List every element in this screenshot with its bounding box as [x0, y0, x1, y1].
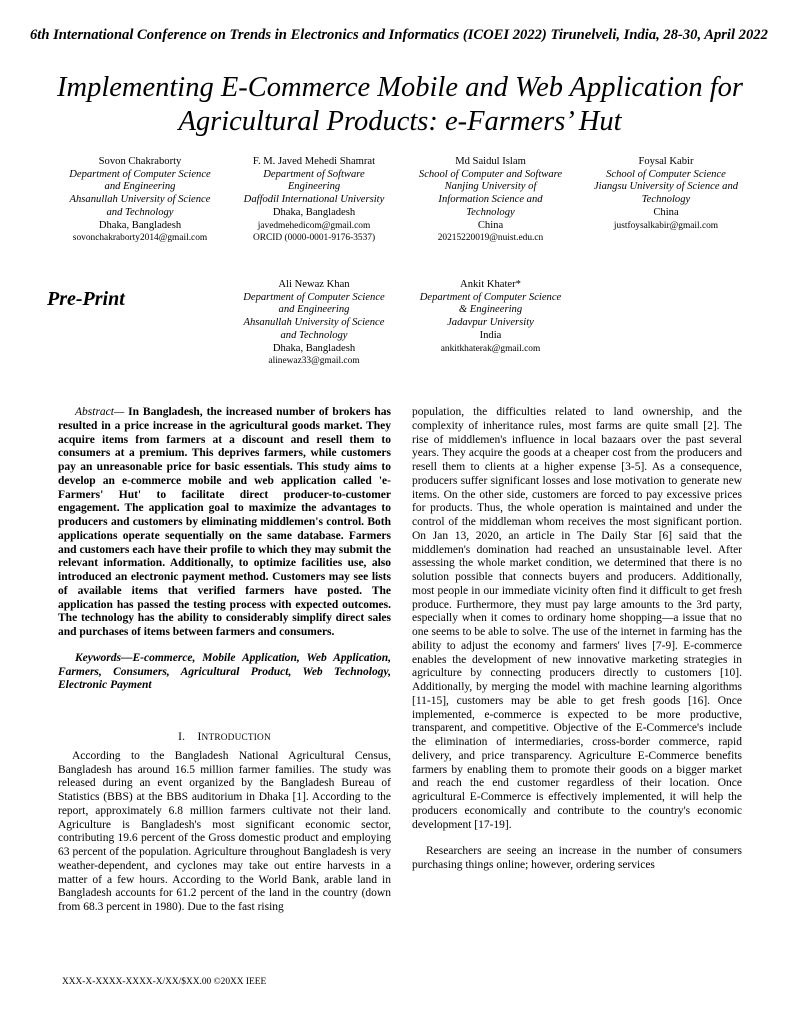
conference-header: 6th International Conference on Trends in Electronics and Informatics (ICOEI 2022) Tirunelveli, India, 28-30, April 2022	[30, 27, 768, 43]
author-block-6	[403, 279, 578, 355]
abstract-lead: Abstract—	[75, 406, 125, 418]
author-block-1	[55, 156, 225, 244]
author-name: Ali Newaz Khan	[278, 279, 350, 290]
author-name: Md Saidul Islam	[455, 156, 526, 167]
author-location: India	[479, 329, 502, 341]
abstract	[58, 406, 391, 640]
author-block-5	[229, 279, 399, 367]
author-affiliation: and Engineering	[104, 181, 176, 193]
author-affiliation: Ahsanullah University of Science	[69, 194, 211, 206]
author-location: Dhaka, Bangladesh	[272, 206, 356, 218]
body-paragraph: population, the difficulties related to land ownership, and the complexity of inheritance rules, most farms are quite small [2]. The rise of middlemen's influence in local bazaars over the past several years. They acquire the goods at a cheaper cost from the producers and resell them to clients at a higher expense [3-5]. As a consequence, producers suffer significant losses and lose motivation to generate new items. On the other side, customers are forced to pay excessive prices for products. Thus, the whole operation is maintained and under the control of the middleman whom receives the most significant portion. On Jan 13, 2020, an article in The Daily Star [6] said that the middlemen's domination had reached an unsustainable level. After assessing the whole market condition, we determined that there is no solution possible that connects buyers and producers. Additionally, most people in our immediate vicinity often find it difficult to get fresh produce. Furthermore, they must pay large amounts to the 3rd party, especially when it comes to ordinary home shopping—a issue that no one seems to be able to solve. The use of the internet in farming has the ability to adjust the economy and farmers' lives [7-9]. E-commerce enables the development of new innovative marketing strategies in agriculture by connecting producers directly to customers [10]. Additionally, by merging the model with machine learning algorithms [11-15], customers may be able to get fresh goods [16]. Once implemented, e-commerce is expected to be more productive, transparent, and competitive. Objective of the E-Commerce's include the elimination of intermediaries, cross-border commerce, rapid delivery, and price transparency. Agriculture E-Commerce benefits farmers by enabling them to promote their goods on a bigger market and reach the end customer regardless of their location. Once agricultural E-Commerce is effectively implemented, it will help the producers economically and contribute to the country's economic development [17-19].	[412, 406, 742, 831]
author-name: Sovon Chakraborty	[98, 156, 182, 167]
copyright-footer: XXX-X-XXXX-XXXX-X/XX/$XX.00 ©20XX IEEE	[62, 977, 267, 987]
left-column	[58, 406, 391, 915]
author-location: Dhaka, Bangladesh	[98, 219, 182, 231]
author-affiliation: Department of Computer Science	[419, 291, 562, 303]
author-email: ankitkhaterak@gmail.com	[440, 343, 541, 354]
author-affiliation: Ahsanullah University of Science	[243, 317, 385, 329]
author-block-4	[576, 156, 756, 232]
author-affiliation: & Engineering	[458, 304, 523, 316]
author-block-3	[403, 156, 578, 244]
author-affiliation: School of Computer Science	[606, 168, 726, 180]
preprint-label: Pre-Print	[47, 288, 125, 310]
keywords: Keywords—E-commerce, Mobile Application, Web Application, Farmers, Consumers, Agricultural Product, Web Technology, Electronic Payment	[58, 651, 391, 692]
author-affiliation: Department of Software	[263, 168, 365, 180]
author-location: Dhaka, Bangladesh	[272, 342, 356, 354]
author-affiliation: Daffodil International University	[243, 194, 385, 206]
author-affiliation: Technology	[466, 206, 515, 218]
author-affiliation: and Technology	[280, 329, 348, 341]
section-title-first: I	[197, 731, 202, 743]
author-email: 20215220019@nuist.edu.cn	[437, 233, 544, 244]
author-email: javedmehedicom@gmail.com	[257, 220, 371, 231]
abstract-text: In Bangladesh, the increased number of brokers has resulted in a price increase in the agricultural goods market. They acquire items from farmers at a discount and resell them to consumers at a premium. This deprives farmers, while customers pay an unreasonable price for basic essentials. This study aims to develop an e-commerce mobile and web application called 'e-Farmers' Hut' to facilitate direct producer-to-customer engagement. The application goal to maximize the advantages to producers and customers by eliminating middlemen's control. Both applications operate sequentially on the same database. Farmers and customers each have their profile to which they may submit the relevant information. Additionally, to optimize facilities use, also introduced an electronic payment method. Customers may see lists of available items that verified farmers have posted. The application has passed the testing process with expected outcomes. The technology has the ability to considerably simplify direct sales and purchases of items between farmers and consumers.	[58, 406, 391, 638]
section-heading	[58, 731, 391, 746]
author-email: justfoysalkabir@gmail.com	[613, 220, 719, 231]
author-name: Ankit Khater*	[460, 279, 521, 290]
author-affiliation: Jadavpur University	[447, 317, 534, 329]
author-affiliation: Information Science and	[438, 194, 543, 206]
paper-title: Implementing E-Commerce Mobile and Web Application for Agricultural Products: e-Farmers’ Hut	[57, 72, 743, 137]
author-name: Foysal Kabir	[638, 156, 694, 167]
author-affiliation: and Technology	[106, 206, 174, 218]
author-affiliation: School of Computer and Software	[418, 168, 563, 180]
author-email: sovonchakraborty2014@gmail.com	[72, 233, 208, 244]
author-email: alinewaz33@gmail.com	[268, 356, 360, 367]
author-name: F. M. Javed Mehedi Shamrat	[252, 156, 376, 167]
author-affiliation: Department of Computer Science	[243, 291, 385, 303]
author-location: China	[653, 206, 679, 218]
intro-paragraph: According to the Bangladesh National Agricultural Census, Bangladesh has around 16.5 million farmer families. The study was released during an event organized by the Bangladesh Bureau of Statistics (BBS) at the BBS auditorium in Dhaka [1]. According to the report, approximately 6.8 million farmers cultivate not their land. Agriculture is Bangladesh's most significant economic sector, contributing 19.6 percent of the Gross domestic product and employing 63 percent of the population. Agriculture throughout Bangladesh is very weather-dependent, and cyclones may take out entire harvests in a matter of a few hours. According to the World Bank, arable land in Bangladesh accounts for 61.2 percent of the land in the country (down from 68.3 percent in 1980). Due to the fast rising	[58, 749, 391, 913]
author-affiliation: Jiangsu University of Science and	[593, 181, 739, 193]
author-affiliation: Technology	[641, 194, 691, 206]
author-affiliation: Engineering	[287, 181, 341, 193]
author-affiliation: and Engineering	[278, 304, 350, 316]
author-affiliation: Department of Computer Science	[69, 168, 211, 180]
body-paragraph: Researchers are seeing an increase in the number of consumers purchasing things online; however, ordering services	[412, 845, 742, 871]
section-number: I.	[178, 731, 186, 743]
section-title-rest: NTRODUCTION	[201, 733, 271, 743]
author-affiliation: Nanjing University of	[444, 181, 537, 193]
right-column	[412, 406, 742, 873]
author-orcid: ORCID (0000-0001-9176-3537)	[252, 232, 376, 243]
author-location: China	[477, 219, 504, 231]
author-block-2	[229, 156, 399, 244]
